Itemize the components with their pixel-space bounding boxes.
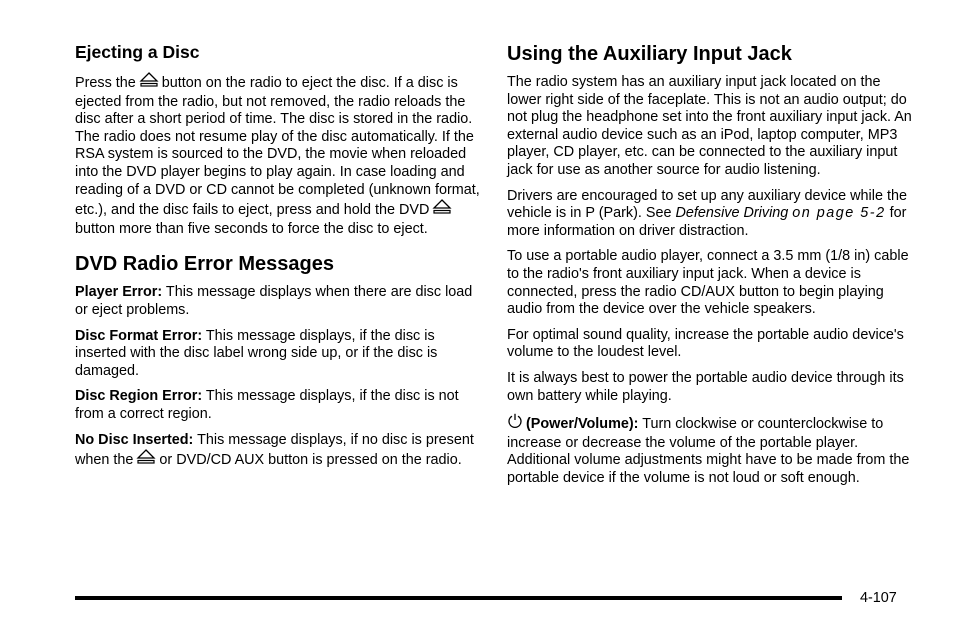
error-text: This message displays when there are disc load or eject problems. — [75, 284, 473, 318]
defensive-driving-ref: Defensive Driving — [675, 205, 789, 222]
right-column — [507, 42, 912, 495]
eject-text-b: button on the radio to eject the disc. If a disc is ejected from the radio, but not removed, the radio reloads the disc after a short period of time. The disc is stored in the radio. The radio does not resume play of the disc automatically. If the RSA system is sourced to the DVD, the movie when reloaded into the DVD player begins to play again. In case loading and reading of a DVD or CD cannot be completed (unknown format, etc.), and the disc fails to eject, press and hold the DVD — [75, 75, 480, 219]
error-term: Disc Region Error: — [75, 388, 203, 405]
aux-text: Drivers are encouraged to set up any auxiliary device while the vehicle is in P (Park). See — [507, 187, 907, 222]
ejecting-disc-heading: Ejecting a Disc — [75, 42, 200, 62]
error-item — [75, 284, 480, 319]
dvd-error-heading: DVD Radio Error Messages — [75, 253, 334, 276]
aux-jack-heading: Using the Auxiliary Input Jack — [507, 43, 792, 65]
eject-text-c: button more than five seconds to force the disc to eject. — [75, 220, 428, 237]
aux-paragraph: It is always best to power the portable audio device through its own battery while playing. — [507, 369, 904, 404]
error-text: This message displays, if the disc is inserted with the disc label wrong side up, or if the disc is damaged. — [75, 327, 438, 379]
eject-icon — [432, 199, 452, 221]
error-item — [75, 328, 480, 381]
ejecting-disc-paragraph — [75, 72, 480, 238]
aux-paragraph: For optimal sound quality, increase the portable audio device's volume to the loudest level. — [507, 326, 904, 361]
power-volume-term: (Power/Volume): — [526, 416, 639, 433]
error-term: No Disc Inserted: — [75, 431, 194, 448]
aux-text: for more information on driver distraction. — [507, 205, 907, 239]
aux-paragraph: To use a portable audio player, connect a 3.5 mm (1/8 in) cable to the radio's front auxiliary input jack. When a device is connected, press the radio CD/AUX button to begin playing audio from the device over the vehicle speakers. — [507, 248, 909, 318]
error-text: This message displays, if the disc is not from a correct region. — [75, 388, 459, 422]
error-term: Disc Format Error: — [75, 327, 203, 344]
left-column — [75, 42, 480, 479]
page-number: 4-107 — [860, 590, 897, 606]
power-icon — [507, 413, 523, 435]
power-volume-text: Turn clockwise or counterclockwise to increase or decrease the volume of the portable player. Additional volume adjustments might have to be made from the portable device if the volume is not loud or soft enough. — [507, 416, 910, 486]
eject-icon — [139, 72, 159, 94]
power-volume-paragraph — [507, 413, 912, 487]
aux-paragraph: The radio system has an auxiliary input jack located on the lower right side of the faceplate. This is not an audio output; do not plug the headphone set into the front auxiliary input jack. An external audio device such as an iPod, laptop computer, MP3 player, CD player, etc. can be connected to the auxiliary input jack for use as another source for audio listening. — [507, 74, 912, 178]
footer-rule — [75, 596, 842, 600]
aux-paragraph — [507, 188, 912, 241]
error-text: This message displays, if no disc is present when the — [75, 431, 474, 469]
error-item — [75, 388, 480, 423]
error-text: or DVD/CD AUX button is pressed on the radio. — [159, 452, 462, 469]
error-item — [75, 432, 480, 471]
eject-text-a: Press the — [75, 75, 136, 91]
error-term: Player Error: — [75, 284, 163, 301]
page-reference: on page 5-2 — [792, 205, 886, 222]
eject-icon — [136, 449, 156, 471]
